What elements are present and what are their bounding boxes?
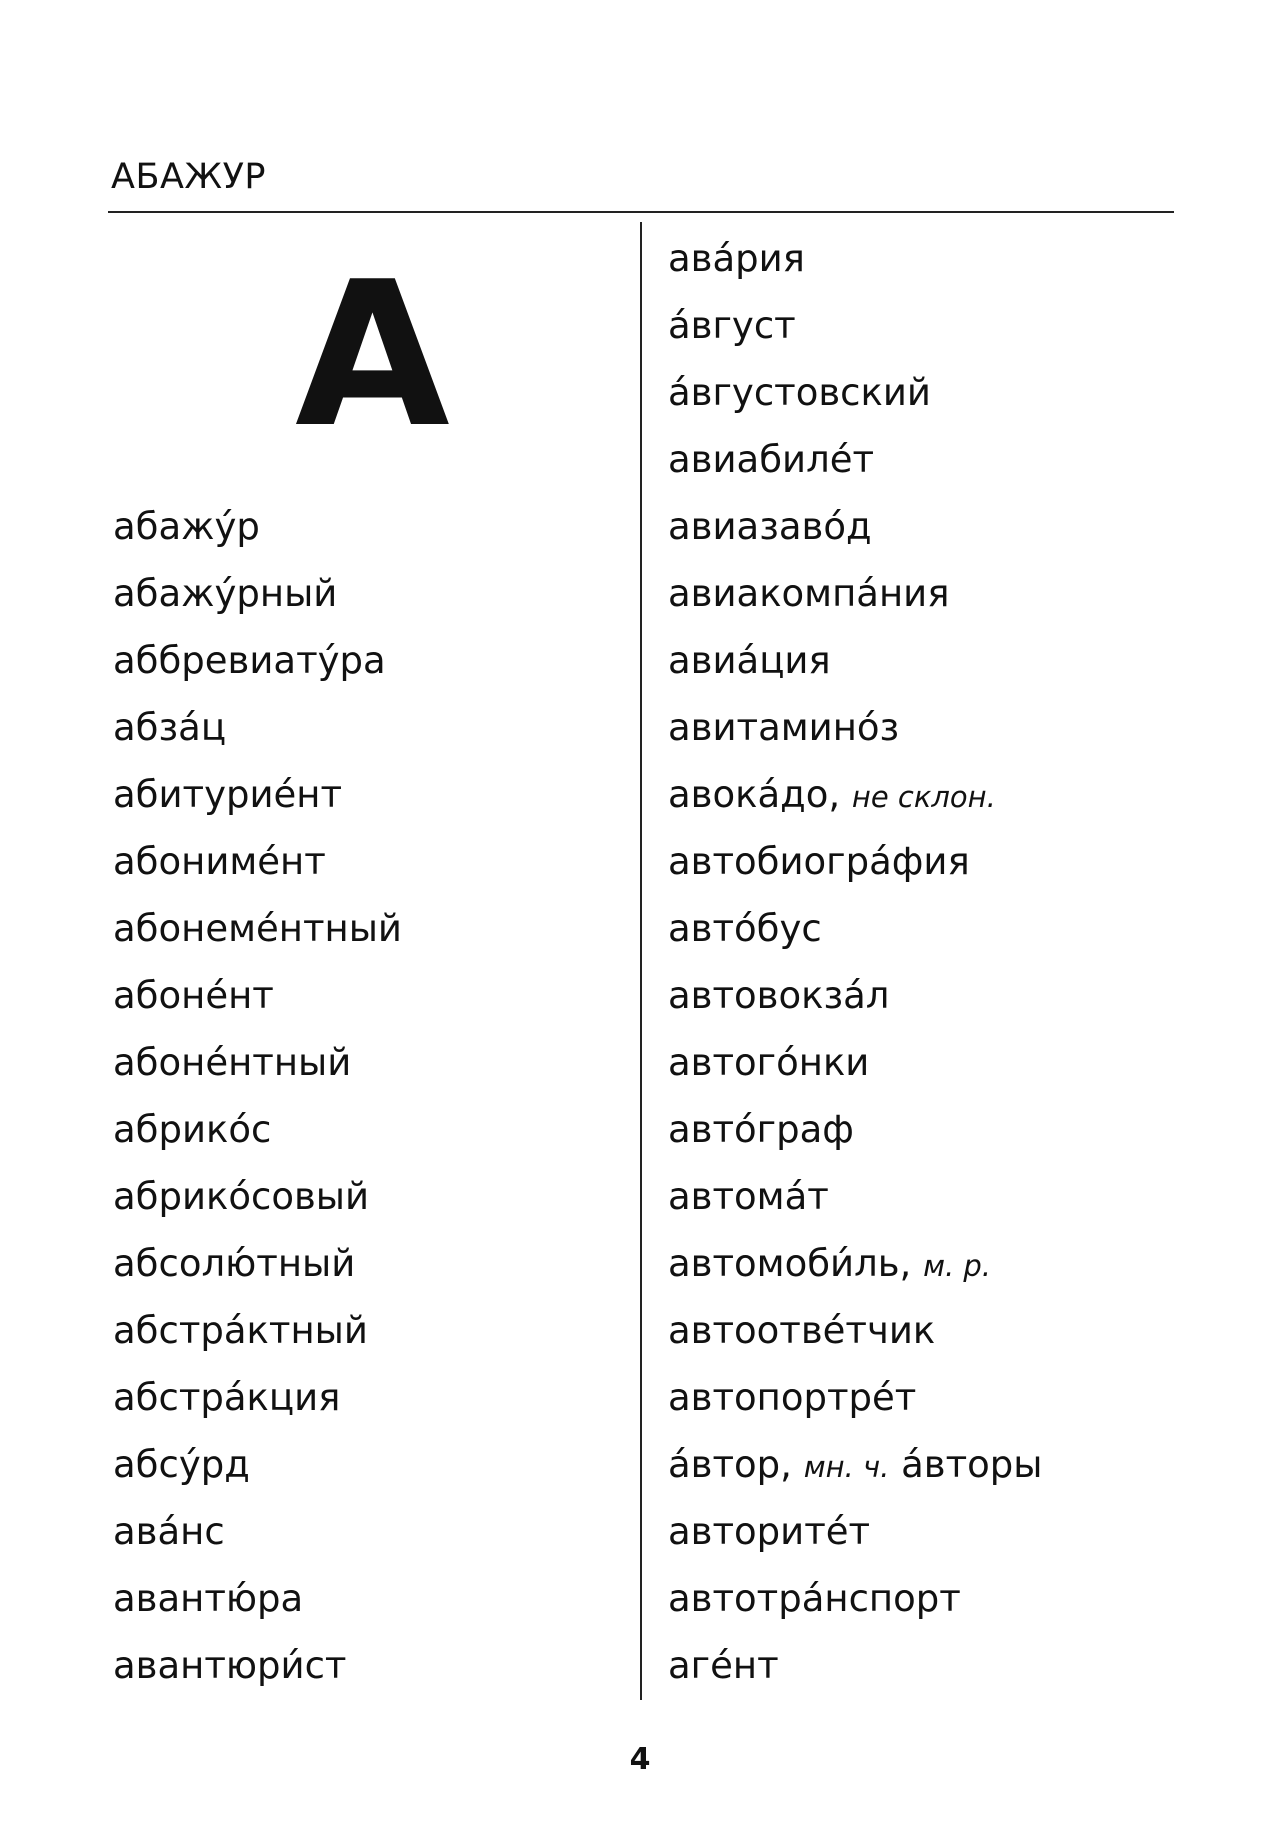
entry-word: абрико́с <box>113 1108 272 1151</box>
entry-word: абстра́кция <box>113 1376 341 1419</box>
entry-word: ава́рия <box>668 237 805 280</box>
dictionary-entry <box>113 1108 402 1175</box>
dictionary-entry <box>668 1443 1042 1510</box>
entry-word: а́вгустовский <box>668 371 931 414</box>
entry-word: абза́ц <box>113 706 227 749</box>
entry-word: аге́нт <box>668 1644 779 1687</box>
entry-word: авто́граф <box>668 1108 854 1151</box>
dictionary-entry <box>113 706 402 773</box>
entry-word: абоне́нт <box>113 974 274 1017</box>
entry-word: автобиогра́фия <box>668 840 970 883</box>
dictionary-entry <box>668 1376 1042 1443</box>
entry-word: абониме́нт <box>113 840 326 883</box>
right-column <box>668 237 1042 1711</box>
dictionary-entry <box>668 371 1042 438</box>
dictionary-entry <box>668 639 1042 706</box>
plural-form: а́вторы <box>901 1443 1043 1486</box>
entry-word: авитамино́з <box>668 706 900 749</box>
dictionary-entry <box>668 840 1042 907</box>
dictionary-entry <box>113 1242 402 1309</box>
entry-word: автотра́нспорт <box>668 1577 961 1620</box>
dictionary-entry <box>668 974 1042 1041</box>
dictionary-entry <box>668 1644 1042 1711</box>
dictionary-entry <box>113 572 402 639</box>
entry-word: абитурие́нт <box>113 773 343 816</box>
dictionary-entry <box>113 1644 402 1711</box>
dictionary-entry <box>668 438 1042 505</box>
entry-word: авторите́т <box>668 1510 871 1553</box>
dictionary-entry <box>668 1175 1042 1242</box>
entry-word: авиакомпа́ния <box>668 572 950 615</box>
dictionary-entry <box>113 505 402 572</box>
dictionary-entry <box>668 907 1042 974</box>
dictionary-entry <box>668 304 1042 371</box>
dictionary-entry <box>668 237 1042 304</box>
dictionary-entry <box>113 840 402 907</box>
entry-word: автоотве́тчик <box>668 1309 936 1352</box>
dictionary-entry <box>113 974 402 1041</box>
dictionary-entry <box>113 1577 402 1644</box>
entry-word: абоне́нтный <box>113 1041 352 1084</box>
entry-word: а́вгуст <box>668 304 796 347</box>
dictionary-entry <box>668 572 1042 639</box>
dictionary-entry <box>113 1041 402 1108</box>
dictionary-entry <box>113 1309 402 1376</box>
entry-word: автомоби́ль, <box>668 1242 912 1285</box>
entry-word: абонеме́нтный <box>113 907 402 950</box>
dictionary-entry <box>113 1510 402 1577</box>
entry-word: абсолю́тный <box>113 1242 356 1285</box>
entry-word: авиабиле́т <box>668 438 875 481</box>
entry-word: ава́нс <box>113 1510 225 1553</box>
grammar-note: мн. ч. <box>803 1450 890 1484</box>
dictionary-entry <box>113 1175 402 1242</box>
dictionary-entry <box>668 706 1042 773</box>
entry-word: авиа́ция <box>668 639 831 682</box>
dictionary-entry <box>668 773 1042 840</box>
entry-word: абажу́р <box>113 505 260 548</box>
dictionary-entry <box>668 1309 1042 1376</box>
dictionary-entry <box>668 1108 1042 1175</box>
entry-word: автовокза́л <box>668 974 890 1017</box>
entry-word: автома́т <box>668 1175 829 1218</box>
entry-word: автого́нки <box>668 1041 870 1084</box>
entry-word: автопортре́т <box>668 1376 917 1419</box>
grammar-note: не склон. <box>851 780 996 814</box>
page-number: 4 <box>629 1742 651 1777</box>
dictionary-entry <box>113 639 402 706</box>
dictionary-entry <box>113 1443 402 1510</box>
dictionary-entry <box>113 1376 402 1443</box>
dictionary-entry <box>113 773 402 840</box>
dictionary-entry <box>668 1041 1042 1108</box>
entry-word: абрико́совый <box>113 1175 370 1218</box>
entry-word: авока́до, <box>668 773 841 816</box>
running-head: АБАЖУР <box>111 157 267 197</box>
entry-word: авантюри́ст <box>113 1644 347 1687</box>
dictionary-entry <box>113 907 402 974</box>
dictionary-entry <box>668 1242 1042 1309</box>
dictionary-entry <box>668 1577 1042 1644</box>
entry-word: абстра́ктный <box>113 1309 368 1352</box>
dictionary-entry <box>668 1510 1042 1577</box>
entry-word: абсу́рд <box>113 1443 250 1486</box>
section-letter: А <box>295 239 450 472</box>
entry-word: а́втор, <box>668 1443 792 1486</box>
column-divider <box>640 222 642 1700</box>
dictionary-entry <box>668 505 1042 572</box>
entry-word: авто́бус <box>668 907 822 950</box>
header-rule <box>108 211 1174 213</box>
entry-word: авантю́ра <box>113 1577 304 1620</box>
grammar-note: м. р. <box>923 1249 992 1283</box>
entry-word: абажу́рный <box>113 572 338 615</box>
left-column <box>113 505 402 1711</box>
entry-word: аббревиату́ра <box>113 639 386 682</box>
entry-word: авиазаво́д <box>668 505 872 548</box>
